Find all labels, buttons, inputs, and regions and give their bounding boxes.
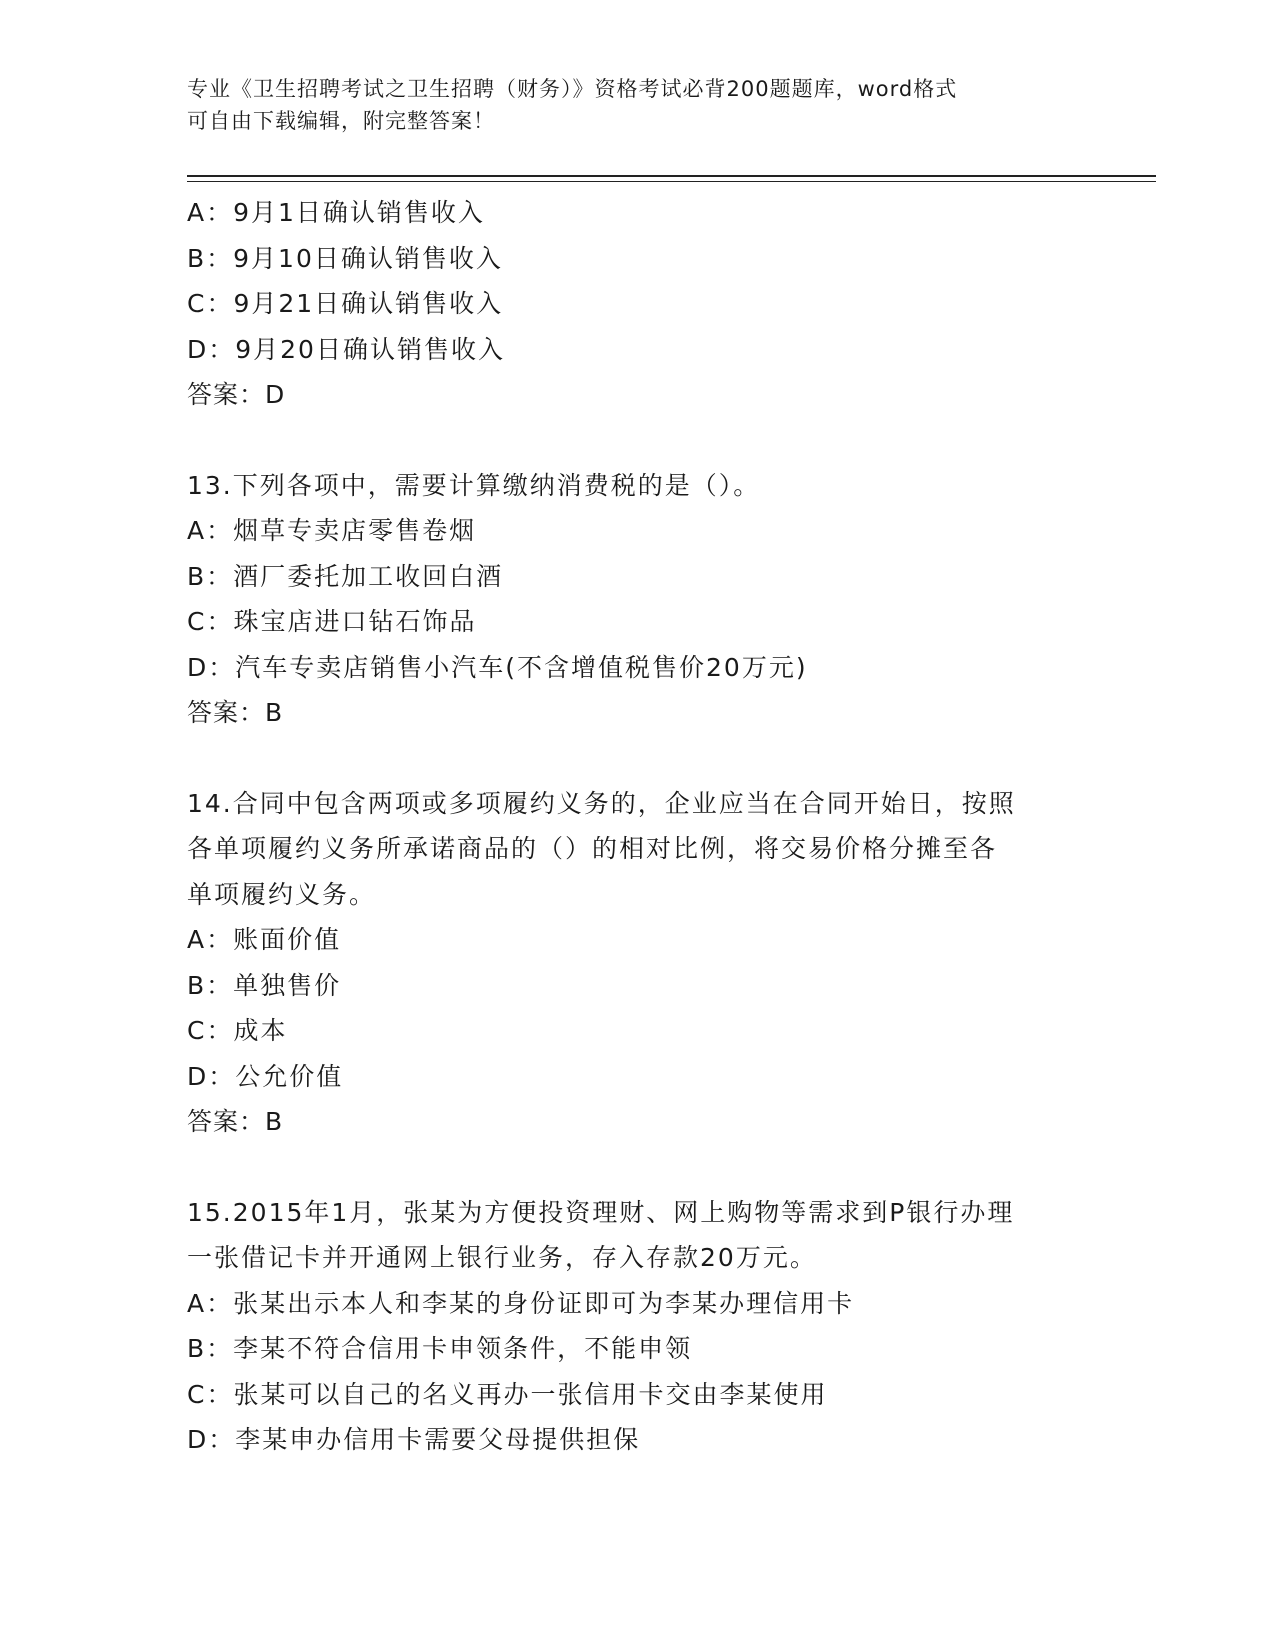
option-c: C：成本 [187,1016,288,1045]
question-text-line-3: 单项履约义务。 [187,879,377,909]
option-c: C：珠宝店进口钻石饰品 [187,607,477,636]
option-b: B：单独售价 [187,970,342,1000]
page-header [187,73,1087,137]
option-b: B：9月10日确认销售收入 [187,243,503,273]
answer: 答案：B [187,1107,284,1136]
option-c: C：9月21日确认销售收入 [187,289,504,318]
option-b: B：酒厂委托加工收回白酒 [187,561,504,591]
question-12 [187,190,1087,418]
question-13 [187,463,1087,736]
question-text-line-2: 各单项履约义务所承诺商品的（）的相对比例，将交易价格分摊至各 [187,834,998,863]
question-text-line-1: 15.2015年1月，张某为方便投资理财、网上购物等需求到P银行办理 [187,1197,1015,1227]
option-d: D：李某申办信用卡需要父母提供担保 [187,1425,641,1454]
document-body [187,190,1087,1463]
answer: 答案：D [187,380,286,409]
question-text-line-1: 14.合同中包含两项或多项履约义务的，企业应当在合同开始日，按照 [187,788,1016,818]
option-d: D：公允价值 [187,1061,344,1091]
option-a: A：烟草专卖店零售卷烟 [187,516,477,545]
option-d: D：汽车专卖店销售小汽车(不含增值税售价20万元) [187,652,808,682]
option-b: B：李某不符合信用卡申领条件，不能申领 [187,1334,693,1363]
question-text-line-2: 一张借记卡并开通网上银行业务，存入存款20万元。 [187,1243,817,1272]
option-c: C：张某可以自己的名义再办一张信用卡交由李某使用 [187,1379,828,1409]
header-divider-thin [187,181,1156,182]
option-a: A：张某出示本人和李某的身份证即可为李某办理信用卡 [187,1288,855,1318]
header-line-2: 可自由下载编辑，附完整答案！ [187,109,495,133]
option-a: A：账面价值 [187,925,342,954]
header-line-1: 专业《卫生招聘考试之卫生招聘（财务）》资格考试必背200题题库，word格式 [187,77,958,101]
question-14 [187,781,1087,1145]
question-15 [187,1190,1087,1463]
option-d: D：9月20日确认销售收入 [187,334,505,364]
answer: 答案：B [187,698,284,727]
question-text: 13.下列各项中，需要计算缴纳消费税的是（）。 [187,470,761,500]
header-divider-thick [187,175,1156,177]
option-a: A：9月1日确认销售收入 [187,198,485,227]
